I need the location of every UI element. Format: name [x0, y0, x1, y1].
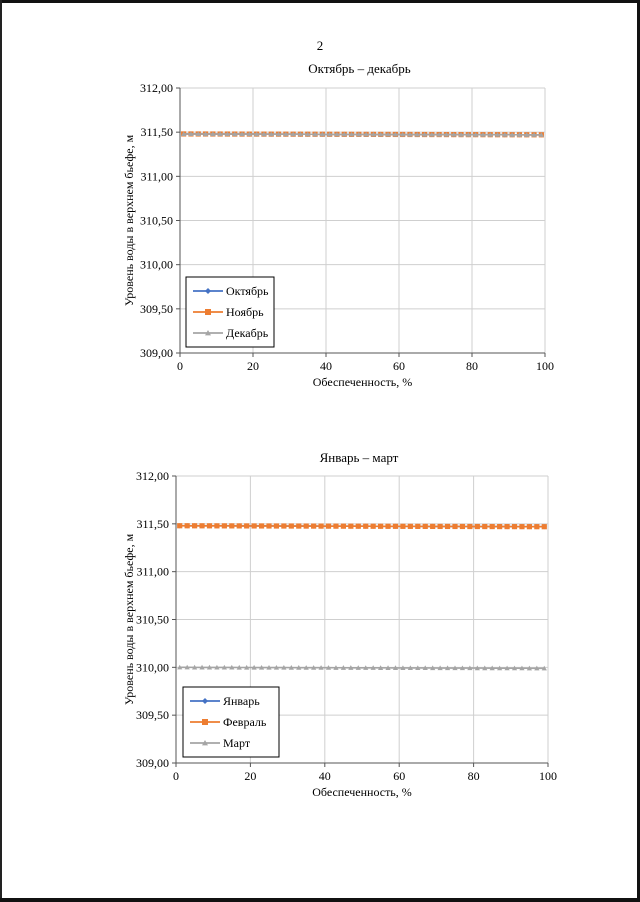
- data-point: [281, 523, 286, 528]
- y-axis-label: Уровень воды в верхнем бьефе, м: [122, 533, 136, 706]
- y-tick-label: 311,00: [140, 169, 173, 184]
- series-line: [180, 667, 545, 668]
- x-tick-label: 20: [247, 359, 259, 373]
- data-point: [192, 523, 197, 528]
- series-line: [184, 134, 542, 135]
- x-tick-label: 100: [539, 769, 557, 783]
- data-point: [445, 524, 450, 529]
- data-point: [296, 523, 301, 528]
- legend: [186, 277, 274, 347]
- y-tick-label: 311,00: [136, 564, 169, 579]
- legend-swatch-marker: [205, 309, 211, 315]
- y-tick-label: 312,00: [136, 469, 169, 483]
- data-point: [311, 523, 316, 528]
- data-point: [252, 523, 257, 528]
- y-tick-label: 309,50: [140, 301, 173, 316]
- chart-january-march: [0, 445, 640, 815]
- legend-label: Февраль: [223, 715, 267, 729]
- data-point: [482, 524, 487, 529]
- y-tick-label: 311,50: [136, 516, 169, 531]
- data-point: [534, 524, 539, 529]
- data-point: [400, 524, 405, 529]
- y-tick-label: 310,00: [140, 257, 173, 272]
- x-tick-label: 80: [467, 769, 480, 783]
- data-point: [415, 524, 420, 529]
- data-point: [460, 524, 465, 529]
- data-point: [371, 524, 376, 529]
- x-tick-label: 60: [393, 359, 405, 373]
- x-axis-label: Обеспеченность, %: [312, 375, 413, 389]
- data-point: [177, 523, 182, 528]
- data-point: [318, 524, 323, 529]
- data-point: [259, 523, 264, 528]
- data-point: [185, 523, 190, 528]
- data-point: [378, 524, 383, 529]
- data-point: [229, 523, 234, 528]
- data-point: [490, 524, 495, 529]
- data-point: [244, 523, 249, 528]
- data-point: [363, 524, 368, 529]
- data-point: [430, 524, 435, 529]
- legend-swatch-marker: [202, 719, 208, 725]
- data-point: [527, 524, 532, 529]
- series-line: [180, 526, 545, 527]
- data-point: [512, 524, 517, 529]
- y-tick-label: 309,00: [136, 756, 169, 770]
- data-point: [304, 523, 309, 528]
- scan-edge-top: [0, 0, 640, 3]
- y-tick-label: 310,50: [140, 213, 173, 228]
- legend-label: Январь: [223, 694, 260, 708]
- data-point: [467, 524, 472, 529]
- y-tick-label: 311,50: [140, 125, 173, 140]
- scan-edge-bottom: [0, 898, 640, 902]
- data-point: [341, 524, 346, 529]
- x-axis-label: Обеспеченность, %: [312, 785, 412, 799]
- x-tick-label: 60: [393, 769, 406, 783]
- data-point: [385, 524, 390, 529]
- data-point: [207, 523, 212, 528]
- data-point: [333, 524, 338, 529]
- data-point: [438, 524, 443, 529]
- data-point: [497, 524, 502, 529]
- data-point: [393, 524, 398, 529]
- y-tick-label: 310,50: [136, 612, 169, 627]
- data-point: [542, 524, 547, 529]
- x-tick-label: 80: [466, 359, 478, 373]
- page-number: 2: [316, 38, 324, 53]
- data-point: [237, 523, 242, 528]
- data-point: [356, 524, 361, 529]
- data-point: [274, 523, 279, 528]
- series-3: [177, 665, 547, 671]
- y-tick-label: 310,00: [136, 660, 169, 675]
- chart-title: Январь – март: [319, 450, 399, 465]
- x-tick-label: 0: [173, 769, 179, 783]
- data-point: [452, 524, 457, 529]
- legend-label: Октябрь: [226, 284, 269, 298]
- data-point: [214, 523, 219, 528]
- legend: [183, 687, 279, 757]
- data-point: [266, 523, 271, 528]
- x-tick-label: 40: [318, 769, 331, 783]
- data-point: [423, 524, 428, 529]
- data-point: [348, 524, 353, 529]
- y-tick-label: 309,00: [140, 346, 173, 360]
- x-tick-label: 0: [177, 359, 183, 373]
- legend-label: Декабрь: [226, 326, 269, 340]
- y-axis-label: Уровень воды в верхнем бьефе, м: [122, 134, 136, 307]
- y-tick-label: 312,00: [140, 81, 173, 95]
- x-tick-label: 20: [244, 769, 257, 783]
- data-point: [475, 524, 480, 529]
- data-point: [504, 524, 509, 529]
- y-tick-label: 309,50: [136, 708, 169, 723]
- x-tick-label: 40: [320, 359, 332, 373]
- x-tick-label: 100: [536, 359, 554, 373]
- data-point: [408, 524, 413, 529]
- data-point: [222, 523, 227, 528]
- chart-october-december: [0, 55, 640, 389]
- data-point: [289, 523, 294, 528]
- legend-label: Март: [223, 736, 251, 750]
- legend-label: Ноябрь: [226, 305, 264, 319]
- chart-title: Октябрь – декабрь: [308, 61, 411, 76]
- data-point: [519, 524, 524, 529]
- data-point: [326, 524, 331, 529]
- data-point: [199, 523, 204, 528]
